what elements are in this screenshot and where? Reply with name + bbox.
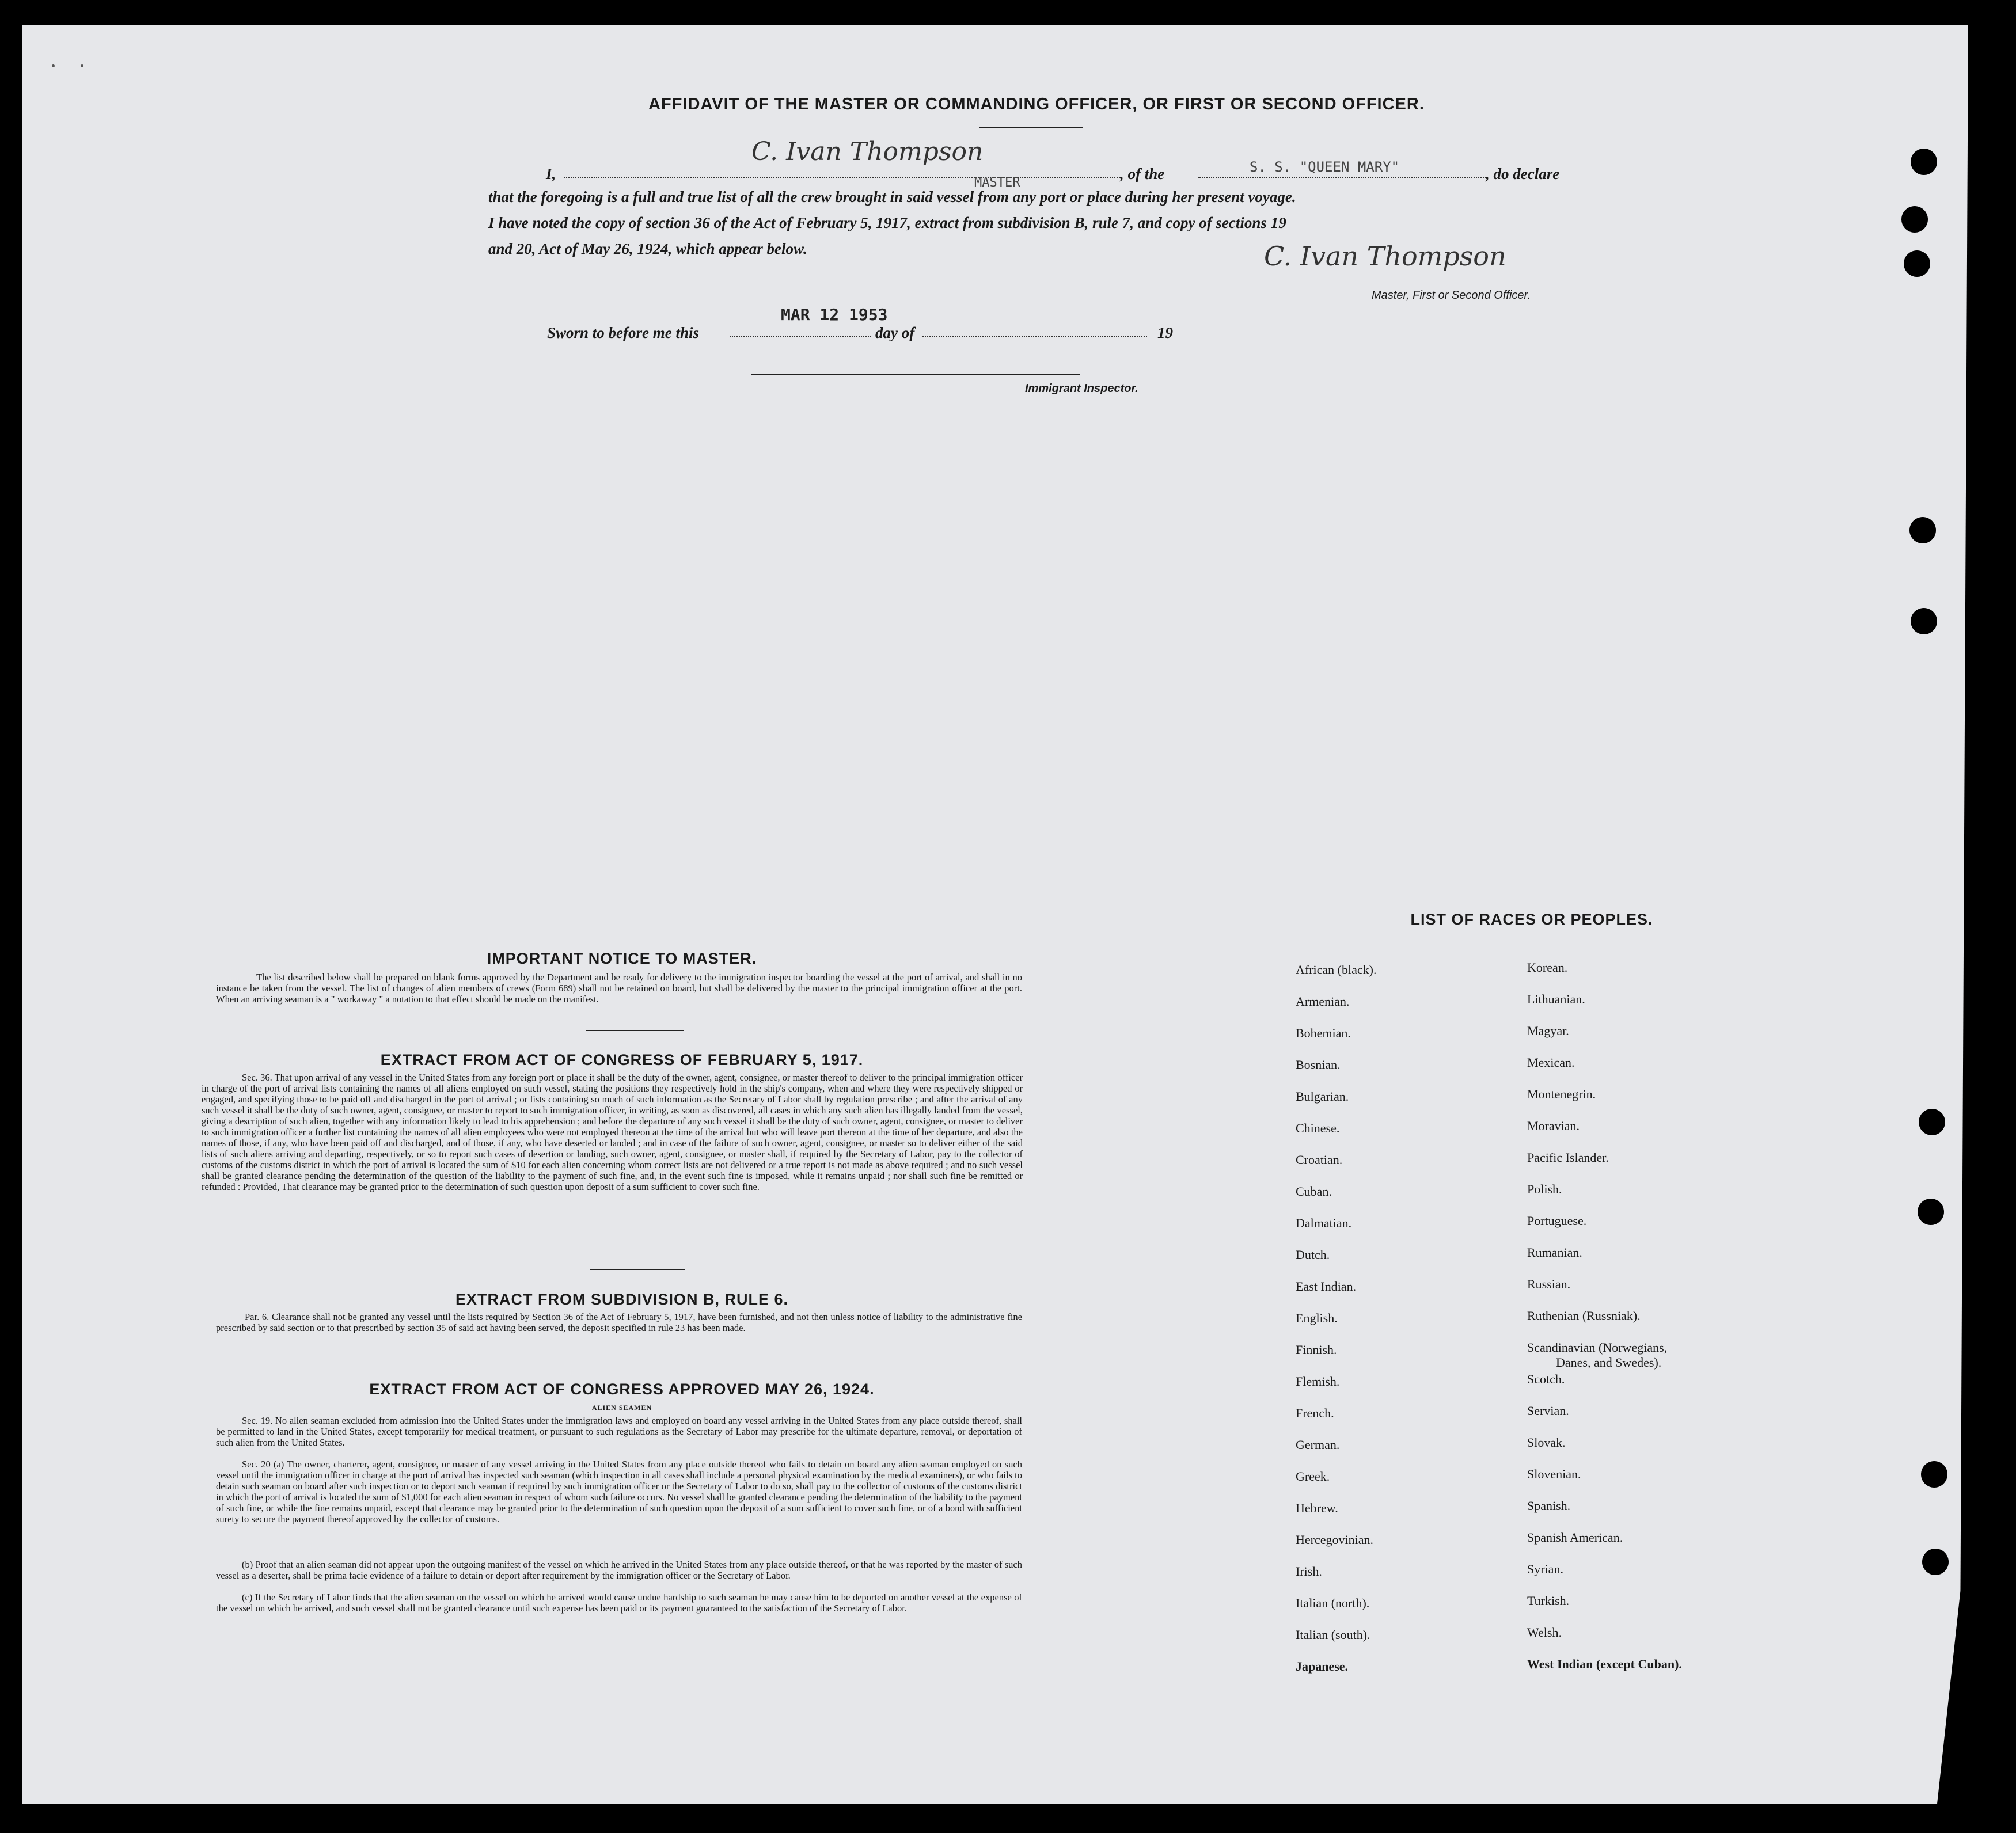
sworn-day-line	[730, 336, 871, 337]
race-item: Portuguese.	[1527, 1214, 1587, 1228]
extract-1924-sec20a: Sec. 20 (a) The owner, charterer, agent, consignee, or master of any vessel arriving in the United States from any place outside thereof who fails to detain on board any alien seaman employed on such vessel until the immigration officer in charge at the port of arrival has inspected such seaman (which inspection in all cases shall include a personal physical examination by the medical examiners), or who fails to detain such seaman on board after such inspection or to deport such seaman if required by such immigration officer or the Secretary of Labor to do so, shall pay to the collector of customs of the customs district in which the port of arrival is located the sum of $1,000 for each alien seaman in respect of whom such failure occurs. No vessel shall be granted clearance pending the determination of the liability to the payment of such fine, or while the fine remains unpaid, except that clearance may be granted prior to the determination of such question upon the deposit of a sum sufficient to cover such fine, or of a bond with sufficient surety to secure the payment thereof approved by the collector of customs.	[216, 1459, 1022, 1524]
extract-rule6-title: EXTRACT FROM SUBDIVISION B, RULE 6.	[455, 1291, 789, 1308]
binder-hole	[1919, 1109, 1945, 1135]
date-stamp: MAR 12 1953	[781, 305, 888, 324]
notice-text: The list described below shall be prepared on blank forms approved by the Department and be ready for delivery to the immigration inspector boarding the vessel at the port of arrival, and shall in no instance be taken from the vessel. The list of changes of alien members of crews (Form 689) shall not be retained on board, but shall be delivered by the master to the principal immigration officer at the port. When an arriving seaman is a " workaway " a notation to that effect should be made on the manifest.	[216, 972, 1022, 1005]
races-title: LIST OF RACES OR PEOPLES.	[1410, 911, 1653, 928]
races-right-column	[1527, 960, 1682, 1689]
race-item: Polish.	[1527, 1182, 1562, 1196]
sworn-label: Sworn to before me this	[547, 324, 700, 341]
race-item: English.	[1296, 1311, 1338, 1325]
do-declare-label: , do declare	[1486, 165, 1560, 182]
race-item-continuation: Danes, and Swedes).	[1556, 1355, 1662, 1370]
binder-hole	[1904, 250, 1930, 277]
race-item: Ruthenian (Russniak).	[1527, 1309, 1641, 1323]
section-divider	[586, 1030, 684, 1031]
race-item: Bohemian.	[1296, 1026, 1351, 1040]
affidavit-line-3: I have noted the copy of section 36 of the Act of February 5, 1917, extract from subdivision B, rule 7, and copy of sections 19	[488, 214, 1286, 231]
extract-1917-title: EXTRACT FROM ACT OF CONGRESS OF FEBRUARY 5, 1917.	[380, 1051, 864, 1068]
race-item: Magyar.	[1527, 1024, 1569, 1038]
race-item: Italian (south).	[1296, 1627, 1370, 1642]
master-stamp: MASTER	[974, 176, 1020, 190]
race-item: Bosnian.	[1296, 1058, 1341, 1072]
day-of-label: day of	[875, 324, 915, 341]
race-item: Mexican.	[1527, 1055, 1575, 1070]
race-item: Italian (north).	[1296, 1596, 1370, 1610]
binder-hole	[1918, 1199, 1944, 1225]
race-item: Slovenian.	[1527, 1467, 1581, 1481]
race-item: Moravian.	[1527, 1119, 1580, 1133]
race-item: Rumanian.	[1527, 1245, 1582, 1260]
race-item: French.	[1296, 1406, 1334, 1420]
race-item: Hercegovinian.	[1296, 1532, 1373, 1547]
binder-hole	[1921, 1461, 1947, 1488]
race-item: Bulgarian.	[1296, 1089, 1349, 1104]
race-item: East Indian.	[1296, 1279, 1357, 1294]
race-item: Russian.	[1527, 1277, 1571, 1291]
race-item: Dutch.	[1296, 1248, 1330, 1262]
race-item: Greek.	[1296, 1469, 1330, 1484]
binder-hole	[1922, 1549, 1949, 1575]
speck	[81, 64, 83, 67]
officer-name-handwritten: C. Ivan Thompson	[751, 137, 984, 166]
affidavit-title: AFFIDAVIT OF THE MASTER OR COMMANDING OFFICER, OR FIRST OR SECOND OFFICER.	[648, 95, 1425, 113]
binder-hole	[1911, 608, 1937, 634]
inspector-signature-line	[751, 374, 1080, 375]
race-item: Flemish.	[1296, 1374, 1340, 1389]
race-item: Cuban.	[1296, 1184, 1332, 1199]
race-item: Slovak.	[1527, 1435, 1566, 1450]
master-signature: C. Ivan Thompson	[1264, 241, 1506, 272]
race-item: Montenegrin.	[1527, 1087, 1596, 1101]
race-item: African (black).	[1296, 963, 1377, 977]
affidavit-i-label: I,	[546, 165, 556, 182]
race-item: Irish.	[1296, 1564, 1322, 1579]
year-label: 19	[1157, 324, 1173, 341]
race-item: Chinese.	[1296, 1121, 1340, 1135]
affidavit-line-2: that the foregoing is a full and true list of all the crew brought in said vessel from any port or place during her present voyage.	[488, 188, 1296, 206]
signature-caption: Master, First or Second Officer.	[1372, 289, 1531, 302]
extract-1924-sec20b: (b) Proof that an alien seaman did not appear upon the outgoing manifest of the vessel on which he arrived in the United States from any place outside thereof, or that he was reported by the master of such vessel as a deserter, shall be prima facie evidence of a failure to detain or deport after requirement by the immigration officer or the Secretary of Labor.	[216, 1559, 1022, 1581]
affidavit-line-4: and 20, Act of May 26, 1924, which appear below.	[488, 240, 807, 257]
alien-seamen-subtitle: ALIEN SEAMEN	[591, 1404, 652, 1412]
race-item: Finnish.	[1296, 1343, 1337, 1357]
race-item: West Indian (except Cuban).	[1527, 1657, 1682, 1671]
title-underline	[979, 127, 1083, 128]
race-item: Turkish.	[1527, 1594, 1570, 1608]
binder-hole	[1911, 149, 1937, 175]
race-item: Spanish American.	[1527, 1530, 1623, 1545]
extract-rule6-text: Par. 6. Clearance shall not be granted any vessel until the lists required by Section 36 of the Act of February 5, 1917, have been furnished, and not then unless notice of liability to the administrative fine prescribed by said section or to that prescribed by section 35 of said act having been served, the deposit specified in rule 23 has been made.	[216, 1311, 1022, 1333]
officer-name-line	[564, 177, 1120, 178]
inspector-caption: Immigrant Inspector.	[1025, 382, 1138, 395]
section-divider	[590, 1269, 685, 1270]
vessel-stamp: S. S. "QUEEN MARY"	[1250, 159, 1400, 175]
binder-hole	[1901, 206, 1928, 233]
race-item	[1527, 1340, 1682, 1372]
race-item: Scotch.	[1527, 1372, 1565, 1386]
race-item: Korean.	[1527, 960, 1568, 975]
speck	[52, 64, 55, 67]
race-item: Welsh.	[1527, 1625, 1562, 1640]
race-item: Croatian.	[1296, 1153, 1343, 1167]
notice-title: IMPORTANT NOTICE TO MASTER.	[487, 950, 757, 967]
race-item: Servian.	[1527, 1404, 1569, 1418]
binder-hole	[1909, 517, 1936, 543]
race-item-line: Scandinavian (Norwegians,	[1527, 1340, 1668, 1355]
extract-1917-text: Sec. 36. That upon arrival of any vessel in the United States from any foreign port or place it shall be the duty of the owner, agent, consignee, or master thereof to deliver to the principal immigration officer in charge of the port of arrival lists containing the names of all aliens employed on such vessel, stating the positions they respectively hold in the ship's company, when and where they were respectively shipped or engaged, and specifying those to be paid off and discharged in the port of arrival ; or lists containing so much of such information as the Secretary of Labor shall by regulation prescribe ; and after the arrival of any such vessel it shall be the duty of such owner, agent, consignee, or master to report to such immigration officer, in writing, as soon as discovered, all cases in which any such alien has illegally landed from the vessel, giving a description of such alien, together with any information likely to lead to his apprehension ; and before the departure of any such vessel it shall be the duty of such owner, agent, consignee, or master to deliver to such immigration officer a further list containing the names of all alien employees who were not employed thereon at the time of the arrival but who will leave port thereon at the time of her departure, and also the names of those, if any, who have been paid off and discharged, and of those, if any, who have deserted or landed ; and in case of the failure of such owner, agent, consignee, or master so to deliver either of the said lists of such aliens arriving and departing, respectively, or so to report such cases of desertion or landing, such owner, agent, consignee, or master shall, if required by the Secretary of Labor, pay to the collector of customs of the customs district in which the port of arrival is located the sum of $10 for each alien concerning whom correct lists are not delivered or a true report is not made as above required ; and no such vessel shall be granted clearance pending the determination of the question of the liability to the payment of such fine, and, in the event such fine is imposed, while it remains unpaid ; nor shall such fine be remitted or refunded : Provided, That clearance may be granted prior to the determination of such question upon deposit of a sum sufficient to cover such fine.	[202, 1072, 1023, 1192]
of-the-label: , of the	[1120, 165, 1165, 182]
race-item: Hebrew.	[1296, 1501, 1338, 1515]
race-item: Syrian.	[1527, 1562, 1563, 1576]
race-item: Spanish.	[1527, 1499, 1571, 1513]
race-item: Armenian.	[1296, 994, 1350, 1009]
sworn-month-line	[922, 336, 1147, 337]
races-left-column	[1296, 963, 1376, 1691]
vessel-name-line	[1198, 177, 1486, 178]
race-item: Pacific Islander.	[1527, 1150, 1609, 1165]
race-item: Lithuanian.	[1527, 992, 1585, 1006]
extract-1924-sec20c: (c) If the Secretary of Labor finds that the alien seaman on the vessel on which he arrived would cause undue hardship to such seaman he may cause him to be deported on another vessel at the expense of the vessel on which he arrived, and such vessel shall not be granted clearance until such expense has been paid or its payment guaranteed to the satisfaction of the Secretary of Labor.	[216, 1592, 1022, 1614]
race-item: Japanese.	[1296, 1659, 1349, 1674]
race-item: Dalmatian.	[1296, 1216, 1352, 1230]
extract-1924-title: EXTRACT FROM ACT OF CONGRESS APPROVED MAY 26, 1924.	[369, 1381, 875, 1398]
extract-1924-sec19: Sec. 19. No alien seaman excluded from admission into the United States under the immigration laws and employed on board any vessel arriving in the United States from any place outside thereof, shall be permitted to land in the United States, except temporarily for medical treatment, or pursuant to such regulations as the Secretary of Labor may prescribe for the ultimate departure, removal, or deportation of such alien from the United States.	[216, 1415, 1022, 1448]
race-item: German.	[1296, 1438, 1340, 1452]
